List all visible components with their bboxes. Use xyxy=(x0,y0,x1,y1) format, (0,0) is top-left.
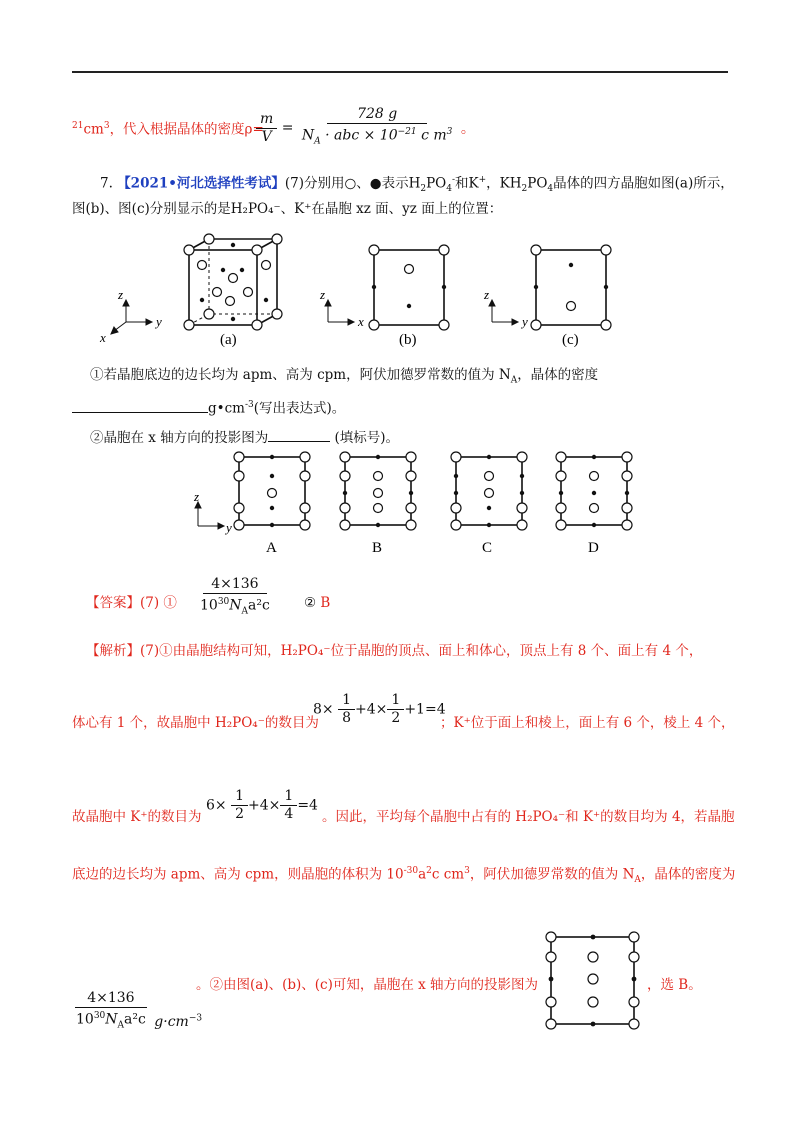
answer-label: 【答案】(7) ① xyxy=(86,595,177,611)
question-7-line1: 7. 【2021•河北选择性考试】(7)分别用○、●表示$H_2PO_4^-$和K+，$KH_2PO_4$晶体的四方晶胞如图(a)所示， xyxy=(100,175,734,195)
svg-text:x: x xyxy=(358,314,364,329)
analysis-line-4: 底边的边长均为 apm、高为 cpm，则晶胞的体积为 $10^{-30}a^2c$ $cm^3$，阿伏加德罗常数的值为 $N_A$，晶体的密度为 xyxy=(72,866,736,886)
option-b-label: B xyxy=(372,540,383,556)
analysis-line-5b: ，选 B。 xyxy=(647,977,702,993)
expression-h2po4-count: 8× $\frac{1}{8}$ +4× $\frac{1}{2}$ +1=4 xyxy=(313,692,446,726)
option-b-figure xyxy=(340,452,416,530)
sub-question-1: ①若晶胞底边的边长均为 apm、高为 cpm，阿伏加德罗常数的值为 $N_A$，晶体的密度 xyxy=(90,367,599,386)
answer-blank-2[interactable] xyxy=(268,427,330,442)
analysis-line-5a: 。②由图(a)、(b)、(c)可知，晶胞在 x 轴方向的投影图为 xyxy=(196,977,539,993)
option-c-label: C xyxy=(482,540,493,556)
crystal-cell-figures xyxy=(90,228,630,350)
exam-tag: 【2021•河北选择性考试】 xyxy=(117,175,285,192)
option-a-label: A xyxy=(266,540,277,556)
analysis-line-3b: 。因此，平均每个晶胞中占有的 H₂PO₄⁻和 K⁺的数目均为 4，若晶胞 xyxy=(322,809,735,825)
svg-text:x: x xyxy=(100,330,106,345)
option-c-figure xyxy=(451,452,527,530)
rho-fraction: $\frac{m}{V}$ = $\frac{728 g}{N_A \cdot abc \times 10^{-21} c m^3}$ 。 xyxy=(256,106,475,150)
sub-question-1-blank-line: $g•cm^{-3}$(写出表达式)。 xyxy=(72,396,345,418)
svg-text:y: y xyxy=(226,520,232,535)
svg-text:z: z xyxy=(194,489,200,504)
analysis-line-3a: 故晶胞中 K⁺的数目为 xyxy=(72,809,202,825)
projection-options xyxy=(180,448,650,558)
answer-projection-figure xyxy=(545,931,640,1031)
option-d-label: D xyxy=(588,540,599,556)
svg-text:y: y xyxy=(156,314,162,329)
analysis-line-2b: ；K⁺位于面上和棱上，面上有 6 个，棱上 4 个， xyxy=(440,715,735,731)
figure-b-label: (b) xyxy=(399,332,417,348)
answer-blank-1[interactable] xyxy=(72,398,208,413)
svg-text:z: z xyxy=(118,287,124,302)
option-a-figure xyxy=(234,452,310,530)
analysis-line-1: 【解析】(7)①由晶胞结构可知，H₂PO₄⁻位于晶胞的顶点、面上和体心，顶点上有 8 个、面上有 4 个， xyxy=(86,643,703,659)
figure-a-label: (a) xyxy=(220,332,237,348)
answer-part-2: ② B xyxy=(304,595,331,611)
answer-fraction: $\frac{4\times 136}{10^{30}N_Aa^2c}$ xyxy=(200,576,270,617)
final-density-fraction: $\frac{4\times 136}{10^{30}N_Aa^2c}$ $g\cdot cm^{-3}$ xyxy=(76,990,203,1031)
expression-k-count: 6× $\frac{1}{2}$ +4× $\frac{1}{4}$ =4 xyxy=(206,788,318,822)
option-d-figure xyxy=(556,452,632,530)
density-line-prefix: $^{21}cm^3$，代入根据晶体的密度ρ= xyxy=(72,121,264,138)
header-rule xyxy=(72,71,728,73)
sub-question-2: ②晶胞在 x 轴方向的投影图为 (填标号)。 xyxy=(90,427,399,447)
analysis-line-2a: 体心有 1 个，故晶胞中 H₂PO₄⁻的数目为 xyxy=(72,715,319,731)
svg-text:y: y xyxy=(522,314,528,329)
svg-text:z: z xyxy=(484,287,490,302)
question-7-line2: 图(b)、图(c)分别显示的是H₂PO₄⁻、K⁺在晶胞 xz 面、yz 面上的位置： xyxy=(72,201,503,217)
figure-c-label: (c) xyxy=(562,332,579,348)
svg-text:z: z xyxy=(320,287,326,302)
